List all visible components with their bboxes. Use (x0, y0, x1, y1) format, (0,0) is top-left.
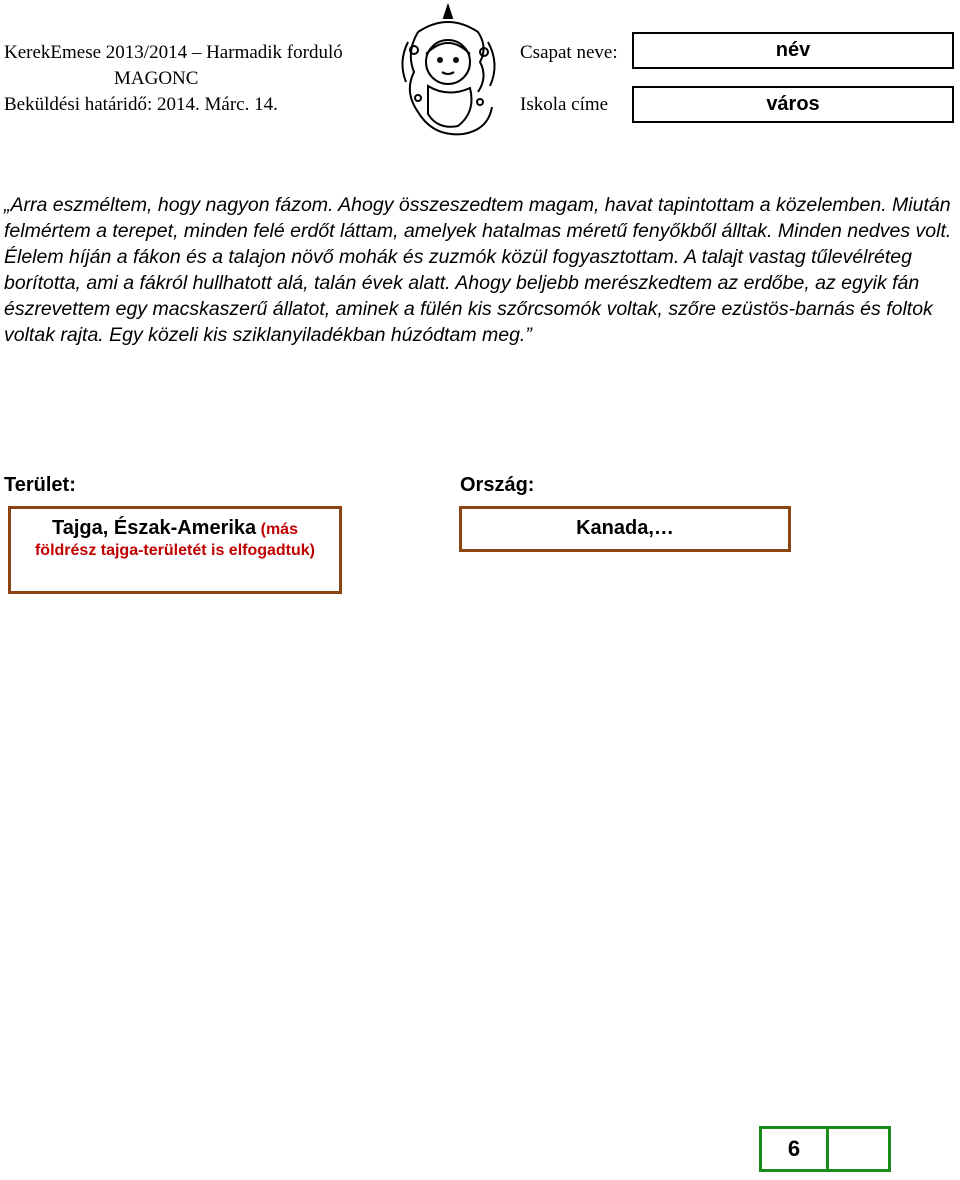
contest-title: KerekEmese 2013/2014 – Harmadik forduló (4, 42, 343, 63)
story-paragraph: „Arra eszméltem, hogy nagyon fázom. Ahogy összeszedtem magam, havat tapintottam a közelemben. Miután felmértem a terepet, minden felé erdőt láttam, amelyek hatalmas méretű fenyőkből álltak. Minden nedves volt. Élelem híján a fákon és a talajon növő mohák és zuzmók közül fogyasztottam. A talajt vastag tűlevélréteg borította, ami a fákról hullhatott alá, talán évek alatt. Ahogy beljebb merészkedtem az erdőbe, az egyik fán észrevettem egy macskaszerű állatot, aminek a fülén kis szőrcsomók voltak, szőre ezüstös-barnás és foltok voltak rajta. Egy közeli kis sziklanyiladékban húzódtam meg.” (4, 194, 952, 346)
category-name: MAGONC (114, 68, 199, 89)
school-address-field[interactable]: város (632, 86, 954, 123)
team-name-label: Csapat neve: (520, 42, 618, 63)
contest-logo (388, 2, 508, 142)
region-answer-box[interactable] (8, 506, 342, 594)
country-answer-box[interactable] (459, 506, 791, 552)
score-field (829, 1129, 888, 1169)
school-address-label: Iskola címe (520, 94, 609, 115)
region-note-start: (más (260, 521, 298, 538)
region-label: Terület: (4, 474, 76, 496)
region-answer: Tajga, Észak-Amerika (52, 517, 257, 539)
deadline-text: Beküldési határidő: 2014. Márc. 14. (4, 94, 278, 115)
page-number-box (759, 1126, 891, 1172)
team-name-field[interactable]: név (632, 32, 954, 69)
region-note: földrész tajga-területét is elfogadtuk) (34, 542, 316, 559)
country-label: Ország: (460, 474, 535, 496)
page-number: 6 (762, 1129, 829, 1169)
country-answer: Kanada,… (576, 517, 674, 539)
